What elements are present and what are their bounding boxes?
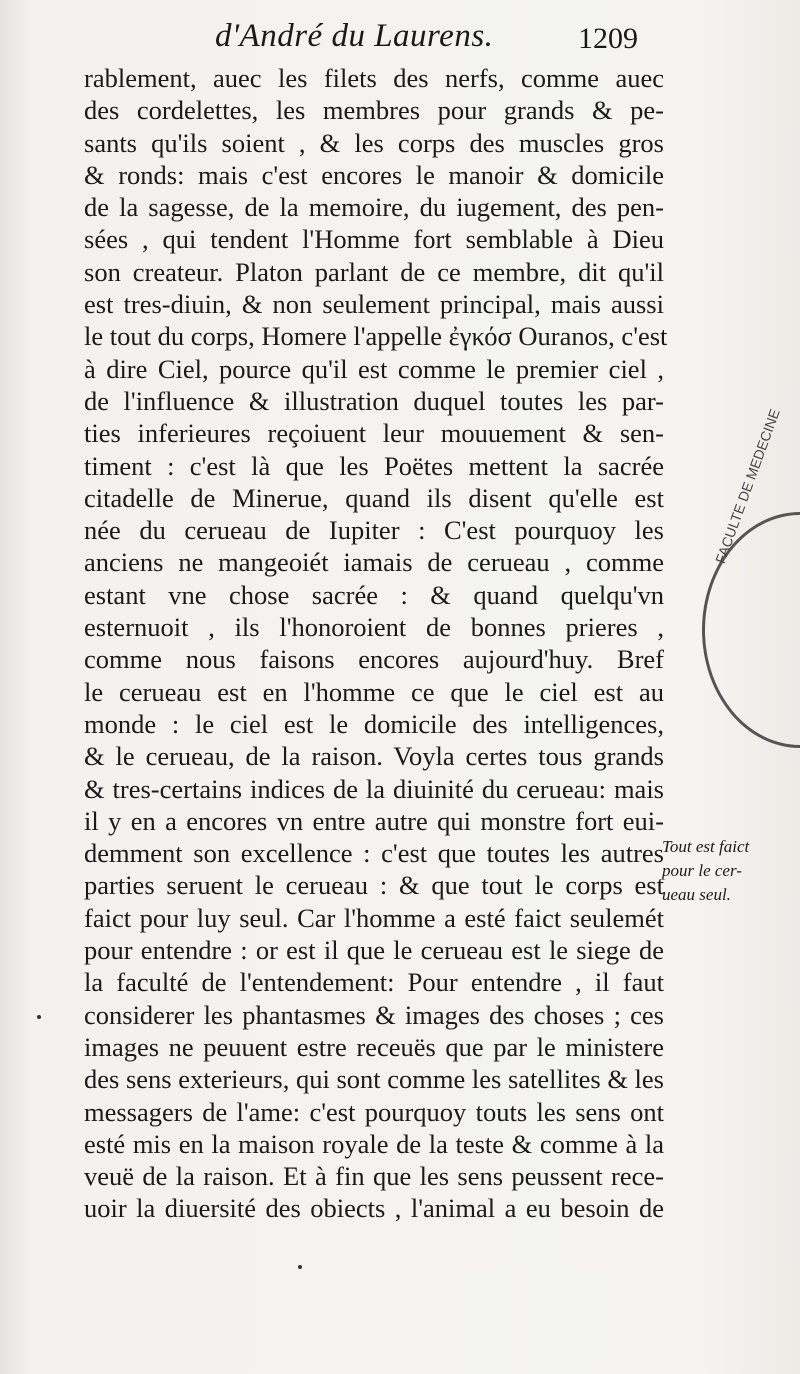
text-line: sées , qui tendent l'Homme fort semblable à Dieu bbox=[84, 224, 664, 255]
text-line: anciens ne mangeoiét iamais de cerueau , comme bbox=[84, 547, 664, 578]
text-line: le tout du corps, Homere l'appelle ἐγκόσ Ouranos, c'est bbox=[84, 321, 668, 352]
running-head: d'André du Laurens. bbox=[215, 18, 494, 54]
text-line: rablement, auec les filets des nerfs, comme auec bbox=[84, 63, 664, 93]
text-line: considerer les phantasmes & images des choses ; ces bbox=[84, 999, 664, 1030]
margin-note-line: Tout est faict bbox=[662, 837, 750, 856]
text-line: faict pour luy seul. Car l'homme a esté faict seulemét bbox=[84, 902, 664, 933]
body-text bbox=[84, 62, 668, 1225]
page-number: 1209 bbox=[578, 22, 638, 55]
text-line: de l'influence & illustration duquel toutes les par- bbox=[84, 385, 664, 416]
text-line: de la sagesse, de la memoire, du iugement, des pen- bbox=[84, 192, 664, 223]
text-line: demment son excellence : c'est que toutes les autres bbox=[84, 838, 664, 869]
text-line: il y en a encores vn entre autre qui monstre fort eui- bbox=[84, 805, 664, 836]
text-line: pour entendre : or est il que le cerueau est le siege de bbox=[84, 935, 664, 966]
text-line: timent : c'est là que les Poëtes mettent la sacrée bbox=[84, 450, 664, 481]
text-line: estant vne chose sacrée : & quand quelqu'vn bbox=[84, 579, 664, 610]
text-line: comme nous faisons encores aujourd'huy. Bref bbox=[84, 644, 664, 675]
margin-note bbox=[662, 835, 772, 907]
text-line: veuë de la raison. Et à fin que les sens peussent rece- bbox=[84, 1161, 664, 1192]
library-stamp-text: FACULTE DE MEDECINE bbox=[712, 406, 783, 566]
text-line: son createur. Platon parlant de ce membre, dit qu'il bbox=[84, 256, 664, 287]
page-header bbox=[0, 18, 800, 62]
text-line: esternuoit , ils l'honoroient de bonnes prieres , bbox=[84, 612, 664, 643]
margin-note-line: pour le cer- bbox=[662, 861, 742, 880]
text-line: des sens exterieurs, qui sont comme les satellites & les bbox=[84, 1064, 664, 1095]
text-line: parties seruent le cerueau : & que tout le corps est bbox=[84, 870, 664, 901]
text-line: messagers de l'ame: c'est pourquoy touts les sens ont bbox=[84, 1096, 664, 1127]
text-line: & tres-certains indices de la diuinité du cerueau: mais bbox=[84, 773, 664, 804]
text-line: & ronds: mais c'est encores le manoir & domicile bbox=[84, 159, 664, 190]
text-line: des cordelettes, les membres pour grands & pe- bbox=[84, 95, 664, 126]
text-line: la faculté de l'entendement: Pour entendre , il faut bbox=[84, 967, 664, 998]
text-line: sants qu'ils soient , & les corps des muscles gros bbox=[84, 127, 664, 158]
text-line: le cerueau est en l'homme ce que le ciel est au bbox=[84, 676, 664, 707]
text-line: uoir la diuersité des obiects , l'animal a eu besoin de bbox=[84, 1193, 664, 1224]
text-line: & le cerueau, de la raison. Voyla certes tous grands bbox=[84, 741, 664, 772]
text-line: monde : le ciel est le domicile des intelligences, bbox=[84, 708, 664, 739]
text-line: citadelle de Minerue, quand ils disent qu'elle est bbox=[84, 482, 664, 513]
text-line: images ne peuuent estre receuës que par le ministere bbox=[84, 1031, 664, 1062]
text-line: esté mis en la maison royale de la teste & comme à la bbox=[84, 1128, 664, 1159]
margin-note-line: ueau seul. bbox=[662, 885, 731, 904]
ink-speck bbox=[37, 1015, 41, 1019]
ink-speck bbox=[298, 1265, 302, 1269]
text-line: est tres-diuin, & non seulement principal, mais aussi bbox=[84, 289, 664, 320]
text-line: à dire Ciel, pource qu'il est comme le premier ciel , bbox=[84, 353, 664, 384]
text-line: ties inferieures reçoiuent leur mouuement & sen- bbox=[84, 418, 664, 449]
text-line: née du cerueau de Iupiter : C'est pourquoy les bbox=[84, 515, 664, 546]
